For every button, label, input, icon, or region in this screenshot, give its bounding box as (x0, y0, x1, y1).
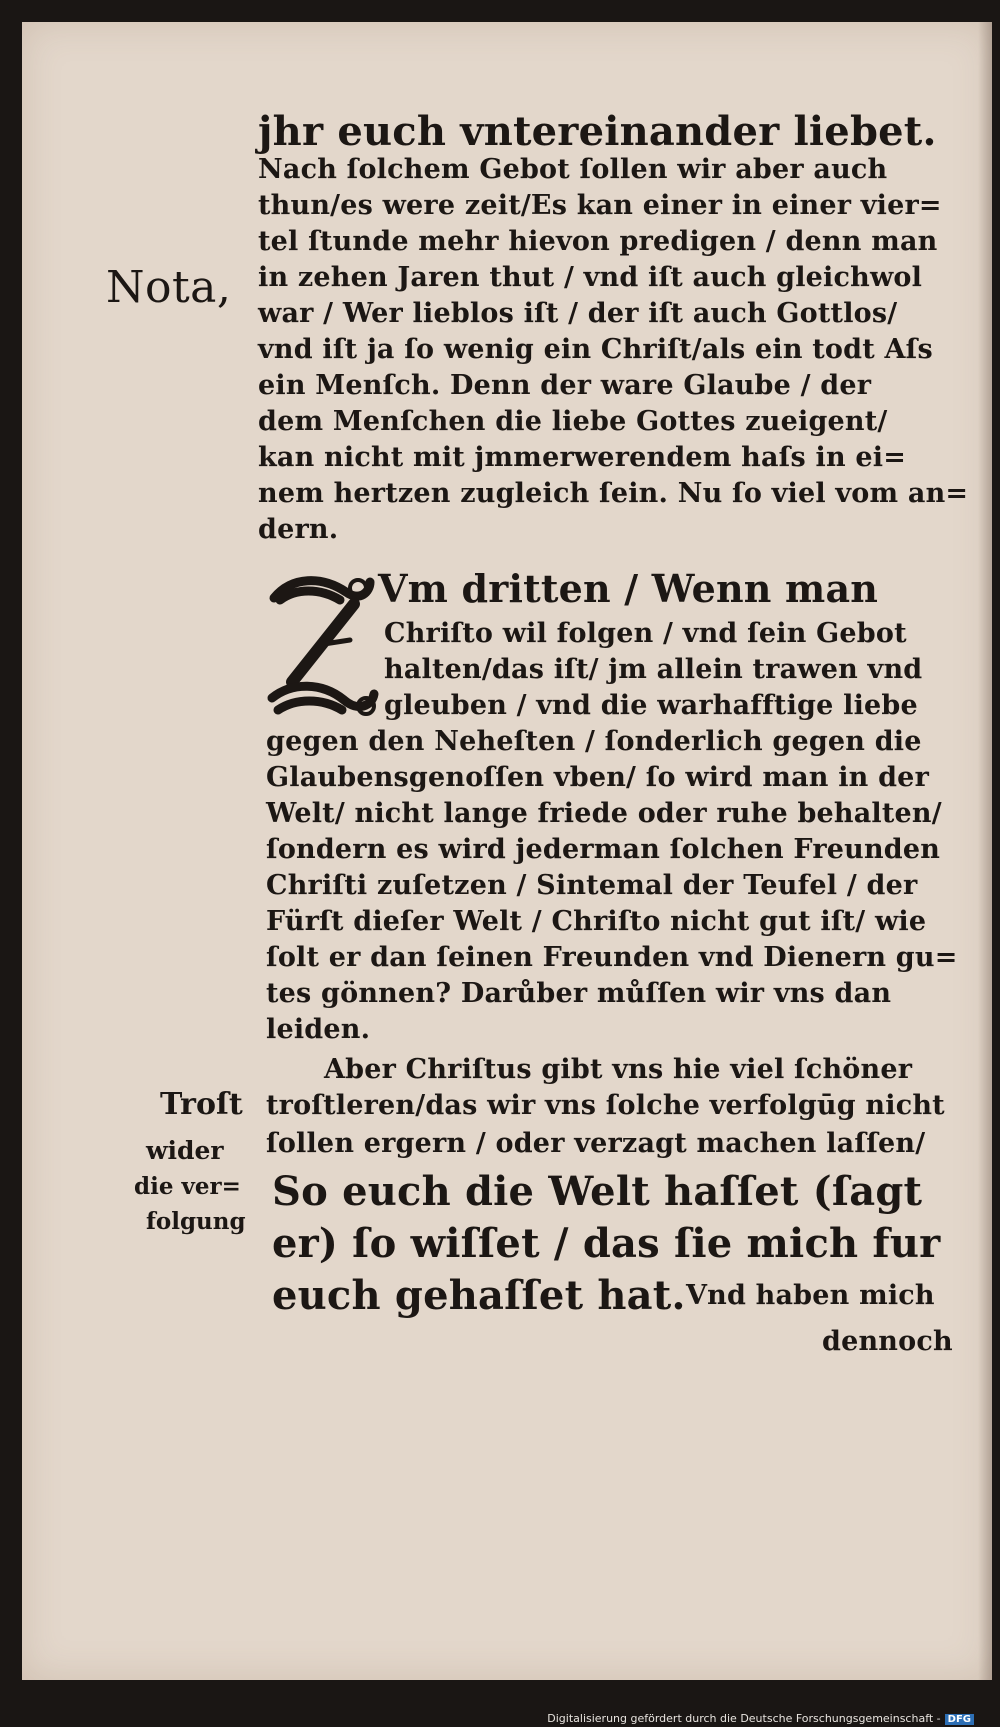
margin-note-trost: Troſt (160, 1087, 243, 1122)
text-line: kan nicht mit jmmerwerendem haſs in ei= (258, 442, 907, 473)
text-line: ſolt er dan ſeinen Freunden vnd Dienern gu= (266, 942, 958, 973)
text-line: tes gönnen? Darůber můſſen wir vns dan (266, 978, 892, 1009)
text-line: in zehen Jaren thut / vnd iſt auch gleichwol (258, 262, 923, 293)
text-line: dem Menſchen die liebe Gottes zueigent/ (258, 406, 888, 437)
text-line: gleuben / vnd die warhafftige liebe (384, 690, 918, 721)
text-line: ſondern es wird jederman ſolchen Freunden (266, 834, 941, 865)
text-line: dern. (258, 514, 339, 545)
text-line: Vnd haben mich (686, 1280, 935, 1311)
text-line: tel ſtunde mehr hievon predigen / denn man (258, 226, 938, 257)
text-line: Welt/ nicht lange friede oder ruhe behalten/ (266, 798, 942, 829)
margin-note-die-ver: die ver= (134, 1173, 241, 1200)
text-line: ſollen ergern / oder verzagt machen laſſen/ (266, 1128, 926, 1159)
margin-note-folgung: folgung (146, 1208, 246, 1235)
text-line: Nach ſolchem Gebot ſollen wir aber auch (258, 154, 888, 185)
text-line: Glaubensgenoſſen vben/ ſo wird man in der (266, 762, 929, 793)
text-line: Fürſt dieſer Welt / Chriſto nicht gut iſt/ wie (266, 906, 927, 937)
text-line: war / Wer lieblos iſt / der iſt auch Gottlos/ (258, 298, 898, 329)
text-line: halten/das iſt/ jm allein trawen vnd (384, 654, 923, 685)
margin-note-wider: wider (146, 1136, 224, 1165)
decorative-initial-z (262, 570, 382, 730)
text-line: Chriſti zuſetzen / Sintemal der Teufel / der (266, 870, 918, 901)
text-line: jhr euch vntereinander liebet. (258, 108, 937, 155)
text-line: dennoch (822, 1326, 953, 1357)
text-line: nem hertzen zugleich ſein. Nu ſo viel vom an= (258, 478, 969, 509)
margin-note-nota: Nota, (106, 262, 232, 313)
text-line: vnd iſt ja ſo wenig ein Chriſt/als ein todt Aſs (258, 334, 933, 365)
page-edge-shadow (978, 22, 992, 1680)
text-line: Chriſto wil folgen / vnd ſein Gebot (384, 618, 907, 649)
text-line: troſtleren/das wir vns ſolche verfolgūg nicht (266, 1090, 945, 1121)
text-line: euch gehaſſet hat. (272, 1272, 686, 1319)
dfg-logo: DFG (945, 1714, 974, 1725)
text-line: er) ſo wiſſet / das ſie mich fur (272, 1220, 941, 1267)
text-line: So euch die Welt haſſet (ſagt (272, 1168, 923, 1215)
text-line: ein Menſch. Denn der ware Glaube / der (258, 370, 872, 401)
footer-text: Digitalisierung gefördert durch die Deutsche Forschungsgemeinschaft - (547, 1712, 941, 1725)
text-line: leiden. (266, 1014, 371, 1045)
text-line: Vm dritten / Wenn man (378, 566, 879, 611)
text-line: Aber Chriſtus gibt vns hie viel ſchöner (324, 1054, 913, 1085)
footer-credit (547, 1712, 974, 1725)
text-line: thun/es were zeit/Es kan einer in einer vier= (258, 190, 942, 221)
text-line: gegen den Neheſten / ſonderlich gegen die (266, 726, 922, 757)
